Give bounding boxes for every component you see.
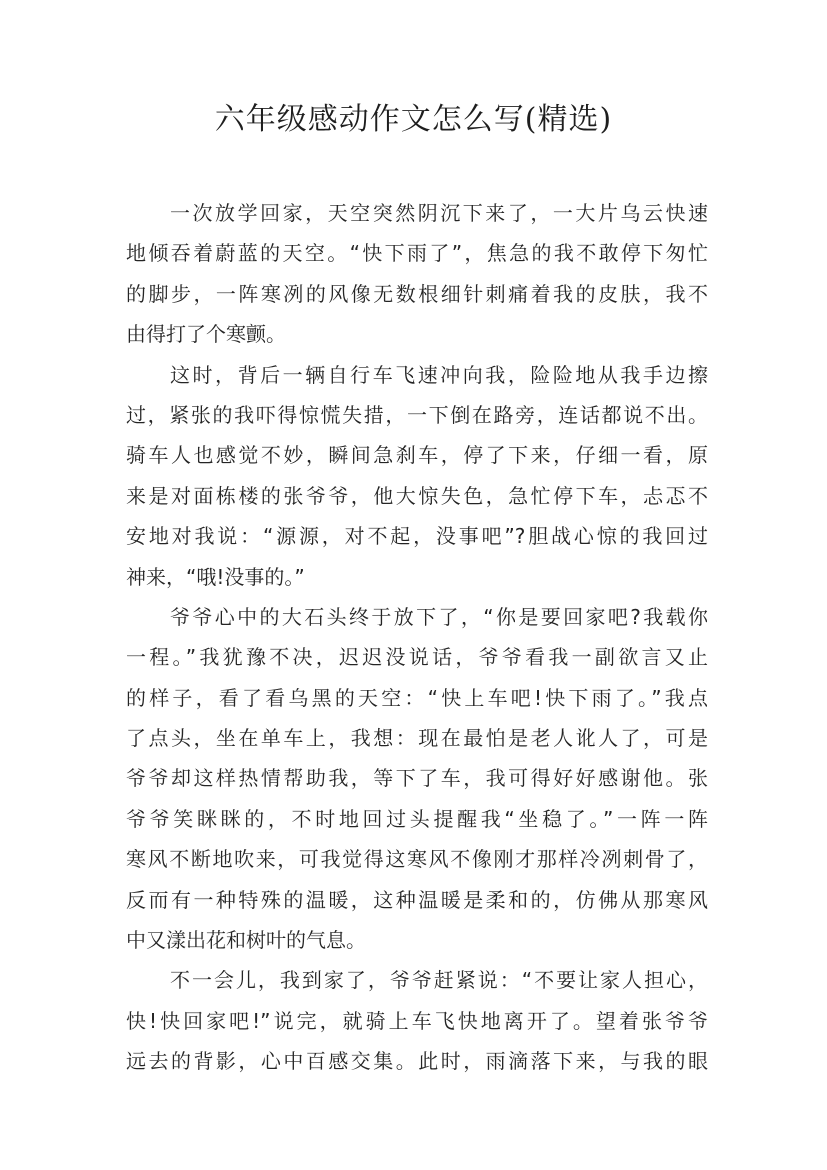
paragraph-line: 过，紧张的我吓得惊慌失措，一下倒在路旁，连话都说不出。: [126, 402, 708, 427]
paragraph-line: 爷爷却这样热情帮助我，等下了车，我可得好好感谢他。张: [126, 766, 708, 791]
paragraph-line: 远去的背影，心中百感交集。此时，雨滴落下来，与我的眼: [126, 1049, 708, 1074]
paragraph-line: 爷爷心中的大石头终于放下了，“你是要回家吧?我载你: [170, 604, 708, 629]
paragraph-line: 这时，背后一辆自行车飞速冲向我，险险地从我手边擦: [170, 362, 708, 387]
paragraph-line: 反而有一种特殊的温暖，这种温暖是柔和的，仿佛从那寒风: [126, 887, 708, 912]
paragraph-line: 中又漾出花和树叶的气息。: [126, 928, 366, 953]
paragraph-line: 安地对我说：“源源，对不起，没事吧”?胆战心惊的我回过: [126, 524, 708, 549]
paragraph-line: 一次放学回家，天空突然阴沉下来了，一大片乌云快速: [170, 201, 708, 225]
paragraph-line: 地倾吞着蔚蓝的天空。“快下雨了”，焦急的我不敢停下匆忙: [126, 241, 708, 266]
paragraph-line: 一程。”我犹豫不决，迟迟没说话，爷爷看我一副欲言又止: [126, 645, 708, 670]
document-title: 六年级感动作文怎么写(精选): [214, 102, 613, 137]
paragraph-line: 寒风不断地吹来，可我觉得这寒风不像刚才那样冷冽刺骨了，: [126, 847, 708, 872]
paragraph-line: 不一会儿，我到家了，爷爷赶紧说：“不要让家人担心，: [170, 968, 708, 993]
paragraph-line: 神来，“哦!没事的。”: [126, 564, 305, 589]
paragraph-line: 快!快回家吧!”说完，就骑上车飞快地离开了。望着张爷爷: [126, 1008, 708, 1033]
paragraph-line: 的脚步，一阵寒冽的风像无数根细针刺痛着我的皮肤，我不: [126, 281, 708, 306]
paragraph-line: 爷爷笑眯眯的，不时地回过头提醒我“坐稳了。”一阵一阵: [126, 806, 708, 831]
paragraph-line: 的样子，看了看乌黑的天空：“快上车吧!快下雨了。”我点: [126, 685, 708, 710]
paragraph-line: 骑车人也感觉不妙，瞬间急刹车，停了下来，仔细一看，原: [126, 443, 708, 468]
paragraph-2: [126, 355, 708, 597]
document-body: [126, 193, 708, 1082]
paragraph-line: 由得打了个寒颤。: [126, 322, 286, 347]
paragraph-4: [126, 960, 708, 1081]
paragraph-line: 来是对面栋楼的张爷爷，他大惊失色，急忙停下车，忐忑不: [126, 483, 708, 508]
paragraph-line: 了点头，坐在单车上，我想：现在最怕是老人讹人了，可是: [126, 726, 708, 751]
paragraph-3: [126, 597, 708, 961]
paragraph-1: [126, 193, 708, 355]
